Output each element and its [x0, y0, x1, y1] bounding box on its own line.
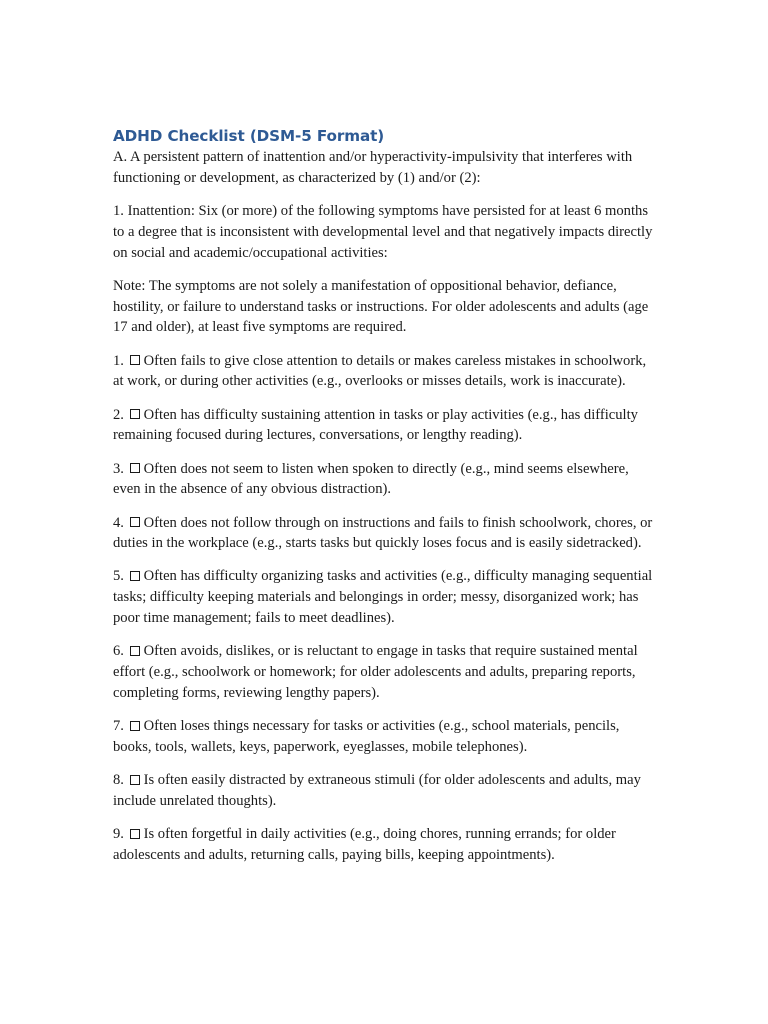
item-8-checkbox[interactable] — [130, 775, 140, 785]
checklist-item-7 — [113, 716, 658, 758]
checklist-item-1 — [113, 351, 658, 393]
item-5-checkbox[interactable] — [130, 571, 140, 581]
note-paragraph: Note: The symptoms are not solely a manifestation of oppositional behavior, defiance, hostility, or failure to understand tasks or instructions. For older adolescents and adults (age 17 and older), at least five symptoms are required. — [113, 277, 649, 336]
item-3-checkbox[interactable] — [130, 463, 140, 473]
item-number: 5. — [113, 568, 124, 585]
item-text: Often has difficulty sustaining attention in tasks or play activities (e.g., has difficulty remaining focused during lectures, conversations, or lengthy reading). — [113, 406, 638, 444]
checklist-item-5 — [113, 566, 658, 628]
item-text: Often avoids, dislikes, or is reluctant to engage in tasks that require sustained mental effort (e.g., schoolwork or homework; for older adolescents and adults, preparing reports, completing forms, reviewing lengthy papers). — [113, 643, 638, 701]
checklist-item-9 — [113, 824, 658, 866]
item-number: 9. — [113, 826, 124, 843]
item-9-checkbox[interactable] — [130, 829, 140, 839]
item-text: Often has difficulty organizing tasks and activities (e.g., difficulty managing sequential tasks; difficulty keeping materials and belongings in order; messy, disorganized work; has poor time management; fails to meet deadlines). — [113, 568, 653, 627]
item-number: 4. — [113, 514, 124, 531]
item-number: 2. — [113, 406, 124, 423]
item-1-checkbox[interactable] — [130, 355, 140, 365]
item-2-checkbox[interactable] — [130, 409, 140, 419]
symptom-checklist — [113, 351, 658, 866]
item-number: 6. — [113, 643, 124, 660]
checklist-item-8 — [113, 770, 658, 812]
item-text: Is often easily distracted by extraneous stimuli (for older adolescents and adults, may include unrelated thoughts). — [113, 772, 641, 809]
checklist-item-4 — [113, 513, 658, 555]
checklist-item-6 — [113, 641, 658, 703]
item-number: 3. — [113, 460, 124, 477]
item-text: Often does not follow through on instructions and fails to finish schoolwork, chores, or duties in the workplace (e.g., starts tasks but quickly loses focus and is easily sidetracked). — [113, 514, 653, 552]
criterion-a-paragraph: A. A persistent pattern of inattention and/or hyperactivity-impulsivity that interferes with functioning or development, as characterized by (1) and/or (2): — [113, 149, 633, 186]
item-text: Often loses things necessary for tasks or activities (e.g., school materials, pencils, books, tools, wallets, keys, paperwork, eyeglasses, mobile telephones). — [113, 718, 620, 755]
item-7-checkbox[interactable] — [130, 721, 140, 731]
document-body — [113, 126, 658, 878]
item-number: 1. — [113, 352, 124, 369]
inattention-paragraph: 1. Inattention: Six (or more) of the following symptoms have persisted for at least 6 months to a degree that is inconsistent with developmental level and that negatively impacts directly on social and academic/occupational activities: — [113, 202, 653, 261]
item-number: 7. — [113, 718, 124, 735]
item-number: 8. — [113, 772, 124, 789]
item-6-checkbox[interactable] — [130, 646, 140, 656]
document-title: ADHD Checklist (DSM-5 Format) — [113, 127, 385, 145]
checklist-item-3 — [113, 459, 658, 501]
item-4-checkbox[interactable] — [130, 517, 140, 527]
item-text: Often does not seem to listen when spoken to directly (e.g., mind seems elsewhere, even in the absence of any obvious distraction). — [113, 460, 629, 498]
item-text: Is often forgetful in daily activities (e.g., doing chores, running errands; for older adolescents and adults, returning calls, paying bills, keeping appointments). — [113, 826, 616, 863]
checklist-item-2 — [113, 405, 658, 447]
item-text: Often fails to give close attention to details or makes careless mistakes in schoolwork, at work, or during other activities (e.g., overlooks or misses details, work is inaccurate). — [113, 352, 647, 390]
